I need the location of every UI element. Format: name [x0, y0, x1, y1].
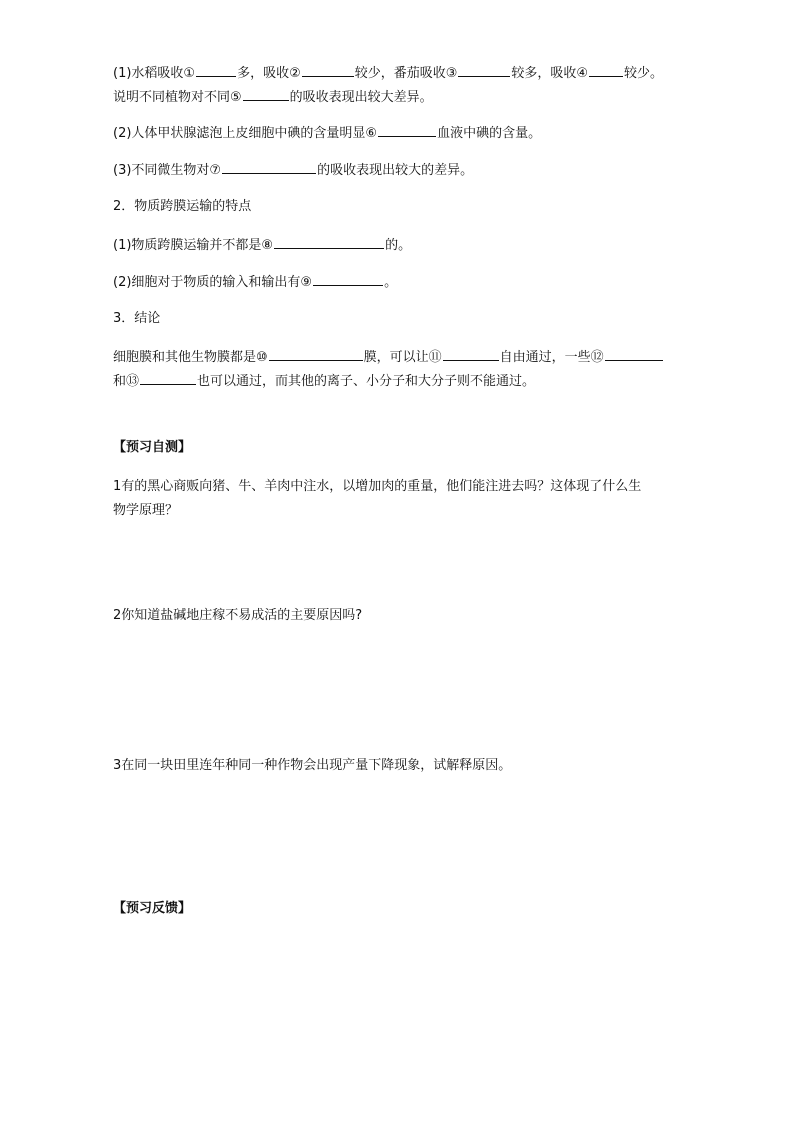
- question-1-line1: 1有的黑心商贩向猪、牛、羊肉中注水，以增加肉的重量，他们能注进去吗？这体现了什么生: [113, 479, 642, 494]
- blank-9[interactable]: [313, 272, 383, 286]
- blank-1[interactable]: [196, 63, 236, 77]
- text: 的吸收表现出较大的差异。: [317, 163, 474, 178]
- text: 的。: [385, 238, 412, 253]
- s3-line1: [113, 347, 664, 367]
- question-3: 3在同一块田里连年种同一种作物会出现产量下降现象，试解释原因。: [113, 758, 512, 773]
- question-1-line2: 物学原理？: [113, 503, 179, 518]
- blank-4[interactable]: [589, 63, 623, 77]
- s1-item1-line2: [113, 87, 433, 107]
- s2-item2: [113, 272, 397, 292]
- blank-13[interactable]: [140, 371, 196, 385]
- text: 也可以通过，而其他的离子、小分子和大分子则不能通过。: [197, 374, 536, 389]
- question-2: 2你知道盐碱地庄稼不易成活的主要原因吗?: [113, 608, 363, 623]
- blank-6[interactable]: [378, 123, 436, 137]
- blank-3[interactable]: [458, 63, 510, 77]
- text: (3)不同微生物对⑦: [113, 163, 222, 178]
- s3-heading: 3．结论: [113, 311, 161, 326]
- text: 细胞膜和其他生物膜都是⑩: [113, 350, 268, 365]
- text: 较少，番茄吸收③: [354, 66, 458, 81]
- s1-item3: [113, 160, 473, 180]
- text: 和⑬: [113, 374, 140, 389]
- text: 自由通过，一些⑫: [499, 350, 604, 365]
- text: (1)水稻吸收①: [113, 66, 196, 81]
- s2-item1: [113, 235, 411, 255]
- preview-test-heading: 【预习自测】: [113, 440, 192, 455]
- text: (1)物质跨膜运输并不都是⑧: [113, 238, 274, 253]
- blank-8[interactable]: [274, 235, 384, 249]
- s1-item2: [113, 123, 541, 143]
- blank-12[interactable]: [605, 347, 663, 361]
- s1-item1-line1: [113, 63, 663, 83]
- blank-7[interactable]: [222, 160, 316, 174]
- blank-10[interactable]: [269, 347, 363, 361]
- text: 说明不同植物对不同⑤: [113, 90, 242, 105]
- text: 血液中碘的含量。: [437, 126, 542, 141]
- s3-line2: [113, 371, 535, 391]
- blank-2[interactable]: [302, 63, 354, 77]
- text: 的吸收表现出较大差异。: [289, 90, 433, 105]
- text: 较少。: [624, 66, 664, 81]
- text: 膜，可以让⑪: [363, 350, 442, 365]
- preview-feedback-heading: 【预习反馈】: [113, 901, 192, 916]
- blank-11[interactable]: [443, 347, 499, 361]
- blank-5[interactable]: [243, 87, 289, 101]
- text: (2)细胞对于物质的输入和输出有⑨: [113, 275, 313, 290]
- text: 较多，吸收④: [511, 66, 589, 81]
- text: 多，吸收②: [237, 66, 301, 81]
- text: (2)人体甲状腺滤泡上皮细胞中碘的含量明显⑥: [113, 126, 378, 141]
- s2-heading: 2．物质跨膜运输的特点: [113, 199, 252, 214]
- text: 。: [384, 275, 398, 290]
